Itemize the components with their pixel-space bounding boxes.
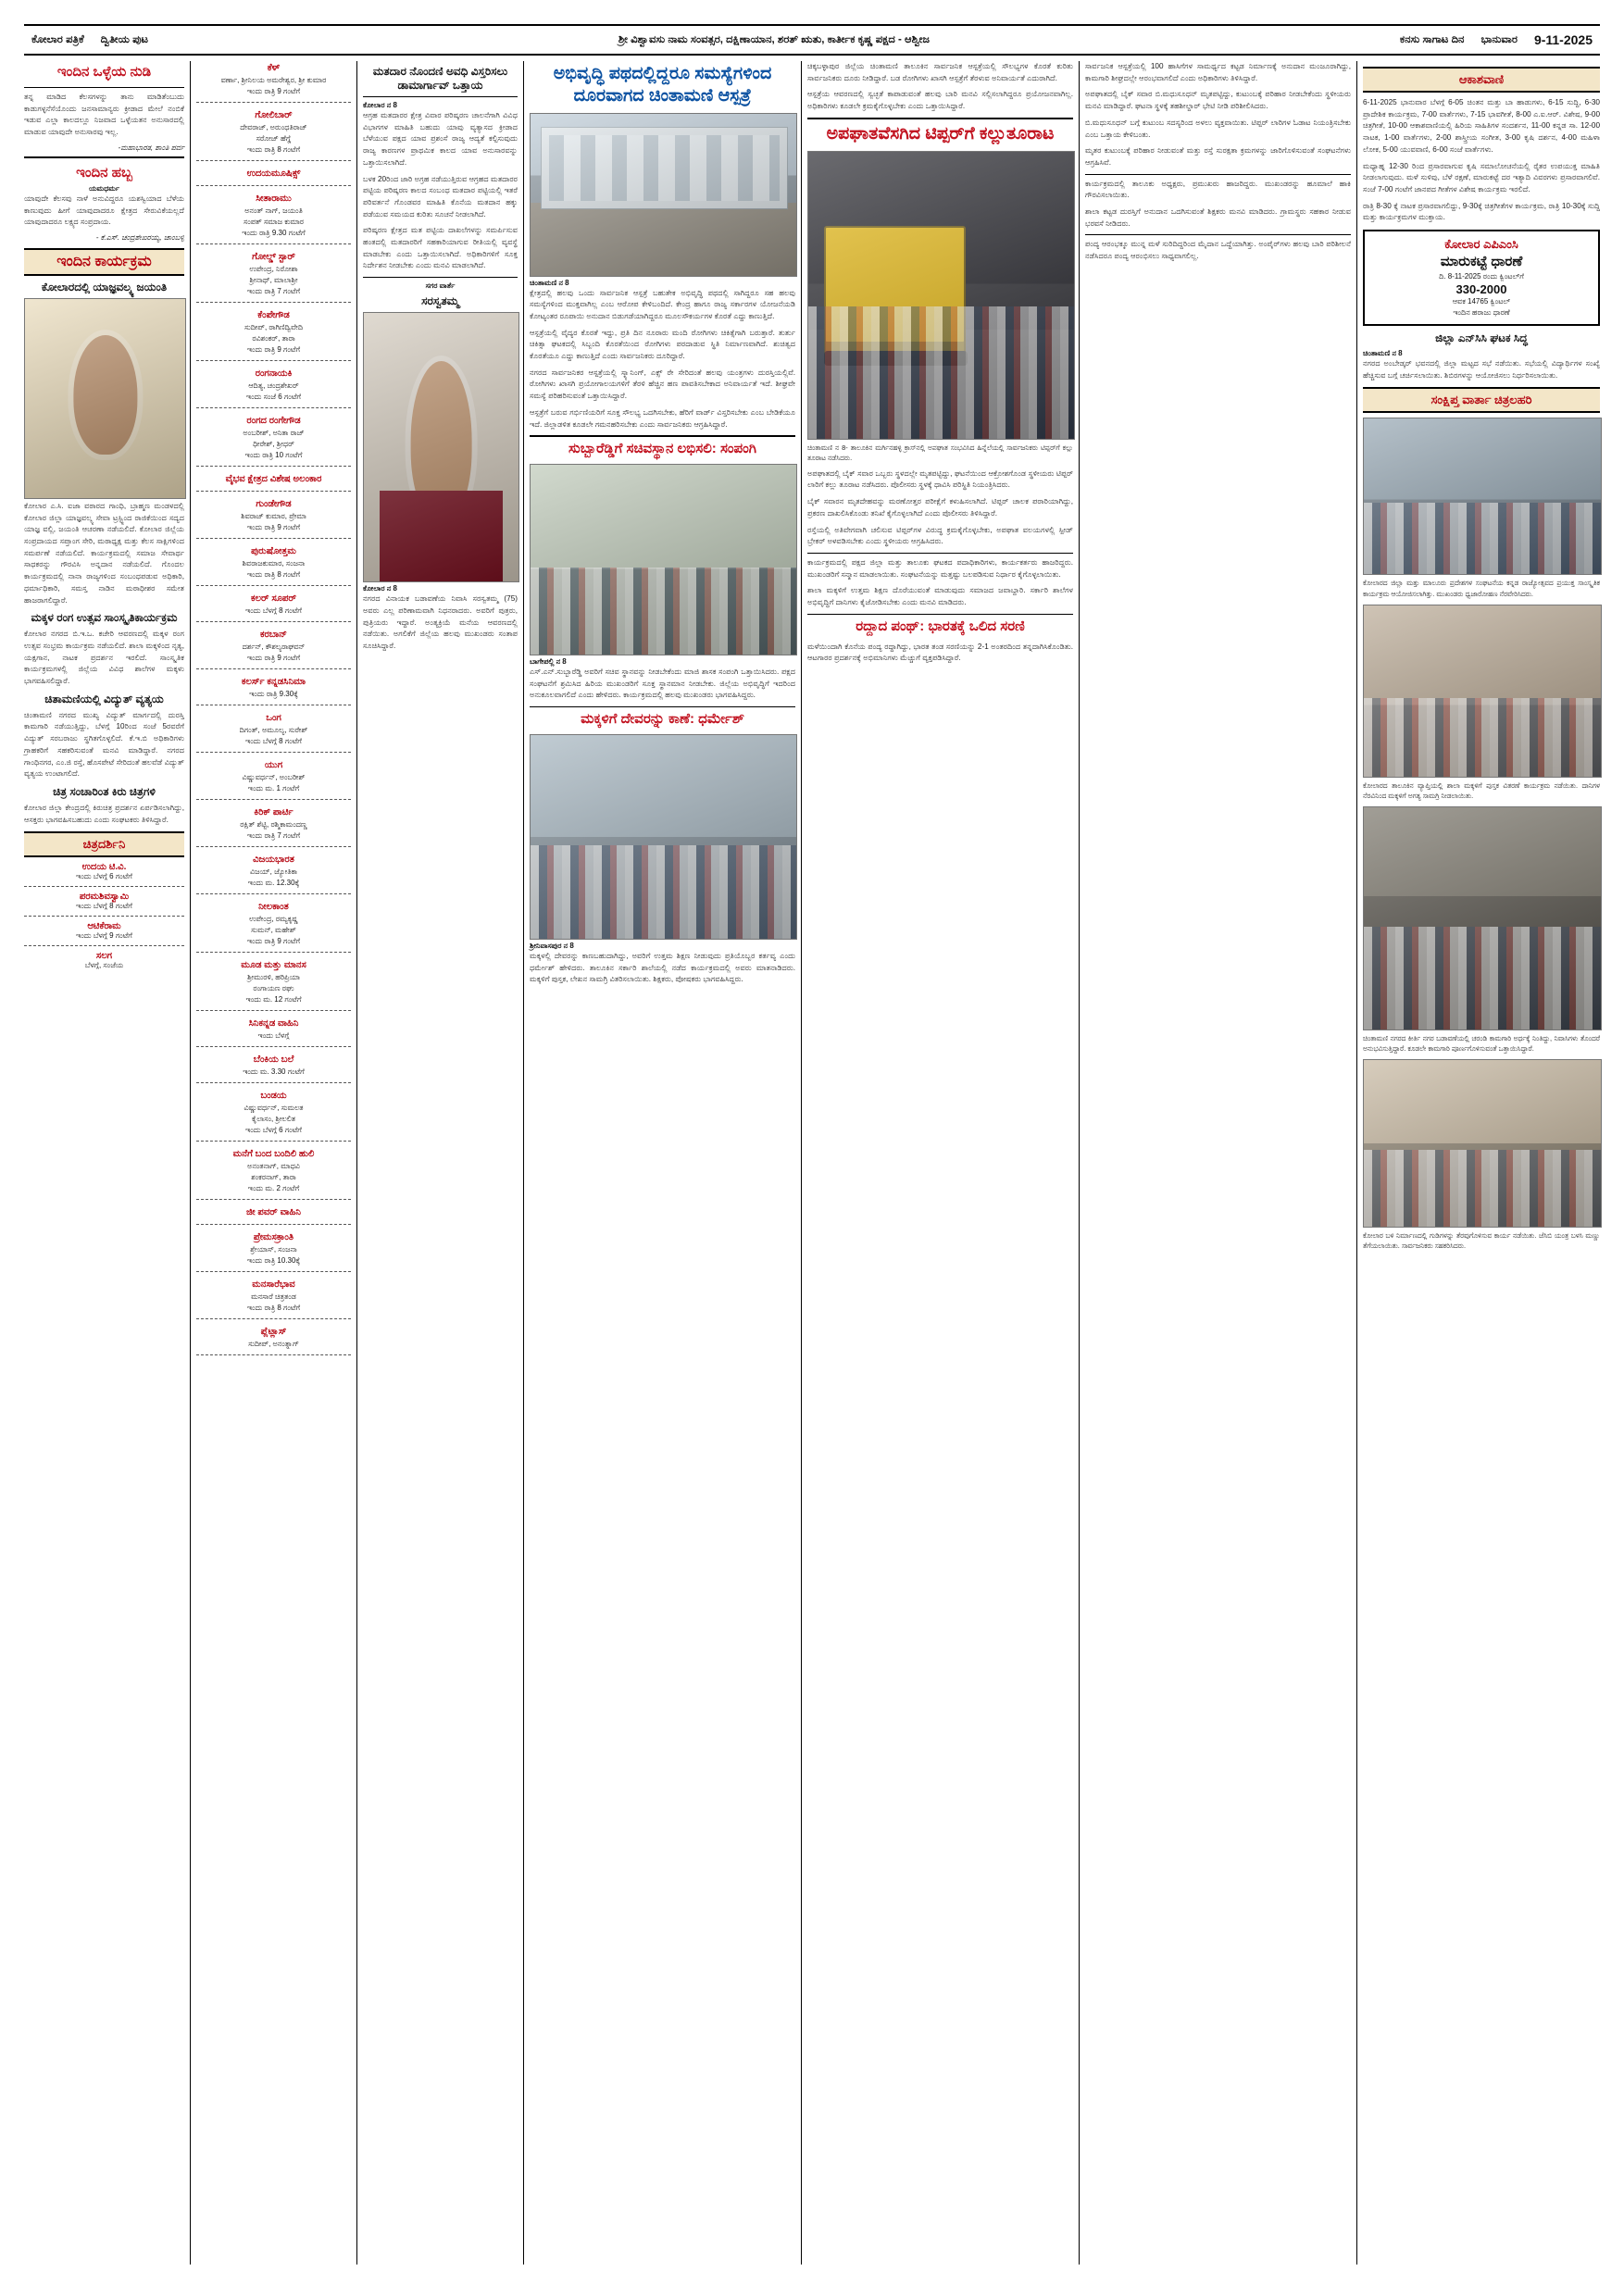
tv-program-detail: ಶ್ರೀನಾಥ್, ಮಾಲಾಶ್ರೀ	[249, 276, 298, 284]
tv-program-4: ಸಲಗ	[95, 951, 113, 962]
hospital-cont-1: ಚಿಕ್ಕಬಳ್ಳಾಪುರ ಜಿಲ್ಲೆಯ ಚಿಂತಾಮಣಿ ತಾಲೂಕಿನ ಸಾರ್ವಜನಿಕ ಆಸ್ಪತ್ರೆಯಲ್ಲಿ ಸೌಲಭ್ಯಗಳ ಕೊರತೆ ಕುರಿತು ಸಾರ್ವಜನಿಕರು ದೂರು ನೀಡಿದ್ದಾರೆ. ಬಡ ರೋಗಿಗಳು ಖಾಸಗಿ ಆಸ್ಪತ್ರೆಗೆ ತೆರಳುವ ಅನಿವಾರ್ಯತೆ ಎದುರಾಗಿದೆ.	[807, 62, 1073, 82]
tv-program-entry	[196, 675, 351, 705]
divider	[196, 1318, 351, 1319]
summary-photo-1	[1363, 418, 1602, 575]
tv-program-detail: ಶ್ರೇಯಾಸ್, ಸಂಜನಾ	[250, 1245, 297, 1254]
tv-program-detail: ಅನಂತ್ ನಾಗ್, ಜಯಂತಿ	[244, 206, 303, 215]
programs-banner: ಇಂದಿನ ಕಾರ್ಯಕ್ರಮ	[24, 248, 184, 276]
tv-program-name: ಕಿರಿಕ್ ಪಾರ್ಟಿ	[254, 807, 294, 817]
obituary-dateline: ಕೋಲಾರ ನ 8	[363, 584, 397, 593]
divider	[196, 185, 351, 186]
tv-program-entry	[196, 711, 351, 753]
tv-program-detail: ಇಂದು ರಾತ್ರಿ 10.30ಕ್ಕೆ	[246, 1256, 301, 1265]
tv-program-3: ಆಟಿಕೆರಾಮ	[87, 921, 121, 932]
apmc-arrival: ಆವಕ 14765 ಕ್ವಿಂಟಲ್	[1452, 297, 1511, 306]
tv-program-name: ಸಿನಿಕನ್ನಡ ವಾಹಿನಿ	[248, 1018, 299, 1029]
children-fest-title: ಮಕ್ಕಳ ರಂಗ ಉತ್ಸವ ಸಾಂಸ್ಕೃತಿಕಾರ್ಯಕ್ರಮ	[31, 611, 178, 625]
truck-cont-3: ಮೃತರ ಕುಟುಂಬಕ್ಕೆ ಪರಿಹಾರ ನೀಡುವಂತೆ ಮತ್ತು ರಸ್ತೆ ಸುರಕ್ಷತಾ ಕ್ರಮಗಳನ್ನು ಜಾರಿಗೊಳಿಸುವಂತೆ ಸಂಘಟನೆಗಳು ಆಗ್ರಹಿಸಿವೆ.	[1085, 146, 1351, 167]
tv-program-detail: ಉಪೇಂದ್ರ, ನಿರೋಶಾ	[249, 265, 298, 273]
obituary-text: ನಗರದ ವಿನಾಯಕ ಬಡಾವಣೆಯ ನಿವಾಸಿ ಸರಸ್ವತಮ್ಮ (75) ಅವರು ಎಲ್ಲ ಪರಿಣಾಮವಾಗಿ ನಿಧನರಾದರು. ಅವರಿಗೆ ಪುತ್ರರು, ಪುತ್ರಿಯರು ಇದ್ದಾರೆ. ಅಂತ್ಯಕ್ರಿಯೆ ಮನೆಯ ಆವರಣದಲ್ಲಿ ನಡೆಯಿತು. ಅಗಲಿಕೆಗೆ ಜಿಲ್ಲೆಯ ಹಲವು ಮುಖಂಡರು ಸಂತಾಪ ಸೂಚಿಸಿದ್ದಾರೆ.	[363, 594, 518, 650]
hospital-cont-3: ಸಾರ್ವಜನಿಕ ಆಸ್ಪತ್ರೆಯಲ್ಲಿ 100 ಹಾಸಿಗೆಗಳ ಸಾಮರ್ಥ್ಯದ ಕಟ್ಟಡ ನಿರ್ಮಾಣಕ್ಕೆ ಅನುದಾನ ಮಂಜೂರಾಗಿದ್ದು, ಕಾಮಗಾರಿ ಶೀಘ್ರದಲ್ಲೇ ಆರಂಭವಾಗಲಿದೆ ಎಂದು ಅಧಿಕಾರಿಗಳು ತಿಳಿಸಿದ್ದಾರೆ.	[1085, 62, 1351, 82]
truck-cont-1: ಅಪಘಾತದಲ್ಲಿ ಬೈಕ್ ಸವಾರ ಬಿ.ಮಧುಸೂಧನ್ ಮೃತಪಟ್ಟಿದ್ದು, ಕುಟುಂಬಕ್ಕೆ ಪರಿಹಾರ ನೀಡಬೇಕೆಂದು ಸ್ಥಳೀಯರು ಮನವಿ ಮಾಡಿದ್ದಾರೆ. ಘಟನಾ ಸ್ಥಳಕ್ಕೆ ತಹಶೀಲ್ದಾರ್ ಭೇಟಿ ನೀಡಿ ಪರಿಶೀಲಿಸಿದರು.	[1085, 90, 1351, 111]
tv-program-entry	[196, 1205, 351, 1225]
page-grid	[24, 61, 1600, 2265]
tv-program-entry	[196, 758, 351, 800]
tv-program-detail: ಇಂದು ರಾತ್ರಿ 9.30 ಗಂಟೆಗೆ	[242, 229, 306, 237]
tv-program-name: ಸೀತಾರಾಮು	[256, 193, 292, 204]
tv-program-name: ಬಂಡಯ	[260, 1091, 287, 1101]
voter-text-3: ಪರಿಷ್ಕರಣ ಕ್ಷೇತ್ರದ ಮತ ಪಟ್ಟಿಯ ದಾಖಲೆಗಳನ್ನು ಸಮರ್ಪಿಸುವ ಹಂತದಲ್ಲಿ ಮತದಾರರಿಗೆ ಸಹಕಾರಿಯಾಗುವ ರೀತಿಯಲ್ಲಿ ವ್ಯವಸ್ಥೆ ಮಾಡಬೇಕು ಎಂದು ಒತ್ತಾಯಿಸಲಾಗಿದೆ. ಅಧಿಕಾರಿಗಳಿಗೆ ಸೂಕ್ತ ನಿರ್ದೇಶನ ನೀಡಬೇಕು ಎಂದು ಮನವಿ ಮಾಡಲಾಗಿದೆ.	[363, 226, 518, 270]
tv-program-detail: ಇಂದು ರಾತ್ರಿ 9 ಗಂಟೆಗೆ	[246, 345, 301, 354]
apmc-title: ಕೋಲಾರ ಎಪಿಎಂಸಿ	[1444, 237, 1518, 252]
tv-program-name: ಪುರುಷೋತ್ತಮ	[251, 546, 296, 556]
tv-program-name: ಪ್ಲೆಟ್ಲಾಸ್	[260, 1327, 287, 1337]
summary-caption-2: ಕೋಲಾರದ ತಾಲೂಕಿನ ವ್ಯಾಪ್ತಿಯಲ್ಲಿ ಶಾಲಾ ಮಕ್ಕಳಿಗೆ ಪುಸ್ತಕ ವಿತರಣೆ ಕಾರ್ಯಕ್ರಮ ನಡೆಯಿತು. ದಾನಿಗಳ ನೆರವಿನಿಂದ ಮಕ್ಕಳಿಗೆ ಅಗತ್ಯ ಸಾಮಗ್ರಿ ನೀಡಲಾಯಿತು.	[1363, 780, 1600, 800]
tv-program-detail: ಮನಸಾರೆ ಚಿತ್ರತಂಡ	[251, 1292, 296, 1301]
tv-program-detail: ಇಂದು ರಾತ್ರಿ 8 ಗಂಟೆಗೆ	[246, 145, 301, 154]
school-photo	[530, 734, 797, 940]
tv-program-detail: ಸರೋಜ್ ಹೆಗ್ಡೆ	[256, 134, 292, 143]
tv-program-entry	[196, 472, 351, 492]
masthead-day: ಭಾನುವಾರ	[1480, 33, 1518, 45]
hospital-photo	[530, 113, 797, 277]
tv-program-detail: ದೇವರಾಜ್, ಅರುಂಧತಿರಾಜ್	[240, 123, 307, 131]
tv-program-entry	[196, 414, 351, 467]
divider	[196, 360, 351, 361]
tv-program-entry	[196, 544, 351, 586]
divider	[196, 752, 351, 753]
tv-program-detail: ಅನಂತನಾಗ್, ಮಾಧವಿ	[247, 1162, 300, 1170]
obituary-name: ಸರಸ್ವತಮ್ಮ	[421, 294, 459, 308]
tv-program-name: ಒಂಗ	[266, 713, 281, 723]
dharmesh-cont-2: ಶಾಲಾ ಕಟ್ಟಡ ದುರಸ್ತಿಗೆ ಅನುದಾನ ಒದಗಿಸುವಂತೆ ಶಿಕ್ಷಕರು ಮನವಿ ಮಾಡಿದರು. ಗ್ರಾಮಸ್ಥರು ಸಹಕಾರ ನೀಡುವ ಭರವಸೆ ನೀಡಿದರು.	[1085, 207, 1351, 228]
apmc-auction-line: ಇಂದಿನ ಹರಾಜು ಧಾರಣೆ	[1453, 308, 1510, 318]
divider	[196, 1199, 351, 1200]
tv-program-name: ಗುಂಡೇಗೌಡ	[256, 499, 292, 509]
radio-text-2: ಮಧ್ಯಾಹ್ನ 12-30 ರಿಂದ ಪ್ರಸಾರವಾಗುವ ಕೃಷಿ ಸಮಾಲೋಚನೆಯಲ್ಲಿ ರೈತರ ಉಪಯುಕ್ತ ಮಾಹಿತಿ ನೀಡಲಾಗುವುದು. ಮಳೆ ಸುಳಿವು, ಬೆಳೆ ರಕ್ಷಣೆ, ಮಾರುಕಟ್ಟೆ ದರ ಇತ್ಯಾದಿ ವಿವರಗಳು ಪ್ರಸಾರವಾಗಲಿವೆ. ಸಂಜೆ 7-00 ಗಂಟೆಗೆ ಜಾನಪದ ಗೀತೆಗಳ ವಿಶೇಷ ಕಾರ್ಯಕ್ರಮ ಇರಲಿದೆ.	[1363, 161, 1600, 193]
good-word-text: ತನ್ನ ಮಾಡಿದ ಕೆಲಸಗಳನ್ನು ತಾನು ಮಾಡಿತೆಂಬುದು ಕಾಡುಗಳ್ಳನೆಸೆಯೊಂದು ಜನಸಾಮಾನ್ಯರು ಕ್ರೀಡಾದ ಮೇಲೆ ನಂಬಿಕೆ ಇಡುವ ಎಲ್ಲಾ ಕಾಲದಲ್ಲೂ ನಿಜವಾದ ಒಳ್ಳೆಯತನ ಅನುಸಾರದಲ್ಲಿ ಮಾಡುವ ಯಾವುದೇ ಅನುಸಾರವು ಇಲ್ಲ.	[24, 93, 184, 137]
tv-program-name: ವಿಜಯಭಾರತ	[253, 855, 294, 865]
tv-program-entry	[196, 1278, 351, 1319]
tv-program-name: ಕಲರ್ ಸೂಪರ್	[251, 593, 296, 604]
tv-program-entry	[196, 592, 351, 622]
column-6	[1080, 61, 1357, 2265]
apmc-price-ad	[1363, 230, 1600, 326]
divider	[196, 846, 351, 847]
apmc-date-line: ದಿ. 8-11-2025 ರಂದು ಕ್ವಿಂಟಲ್‌ಗೆ	[1439, 272, 1524, 281]
garlanding-photo	[530, 464, 797, 655]
tv-program-entry	[196, 497, 351, 539]
tv-program-entry	[196, 1053, 351, 1083]
tv-program-detail: ಉಪೇಂದ್ರ, ರಮ್ಯಕೃಷ್ಣ	[249, 915, 298, 923]
column-2-tv-listings	[191, 61, 357, 2265]
tv-program-name: ನೀಲಕಾಂತ	[258, 902, 289, 912]
event-text: ಕೋಲಾರ ಎ.ಸಿ. ಐಜಾ ವಠಾರದ ಗಾಂಧಿ, ಬ್ರಾಹ್ಮಣ ಮಂಡಳದಲ್ಲಿ ಕೋಲಾರ ಜಿಲ್ಲಾ ಯಾಜ್ಞವಲ್ಕ್ಯ ಸೇವಾ ಟ್ರಸ್ಟ್ನಿಂದ ರಾಜಿಕೆಯಿಂದ ಸದ್ಯದ ಯಾಜ್ಞ ವಲ್ಲಿ, ಜಯಂತಿ ಆಚರಣಾ ನಡೆಯಲಿದೆ. ಕೋಲಾರ ಜಿಲ್ಲೆಯ ಸಂಪ್ರದಾಯದ ಸಪ್ತಾಂಗ ಸೇರಿ, ಮಠಾಧ್ಯಕ್ಷ ಮತ್ತು ಕೆಲಸ ಸಾಕ್ಷಿಗಳಿಂದ ಸಮರ್ಪಣೆ ನಡೆಯಲಿದೆ. ಕಾರ್ಯಕ್ರಮದಲ್ಲಿ ಸಮಾಜ ಸೇವಾರ್ಥ ಸಾಧಕರನ್ನು ಗೌರವಿಸಿ ಅನ್ನದಾನ ನಡೆಯಲಿದೆ. ಗೊಂದಲ ಕಾರ್ಯಕ್ರಮದಲ್ಲಿ ನಾನಾ ರಾಜ್ಯಗಳಿಂದ ಸಂಬಂಧಪಡುವ ಅಧಿಕಾರಿ, ಧರ್ಮಾಧಿಕಾರಿ, ಸಮಸ್ತ ನಾಡಿನ ಮಠಾಧೀಶರ ಸಮೇತ ಹಾಜರಾಗಲಿದ್ದಾರೆ.	[24, 501, 184, 605]
festival-text: ಯಾವುದೇ ಕೆಲಸವು ನಾಳೆ ಅನುವಿದ್ದರೂ ಯಶಸ್ವಿಯಾದ ಬೆಳೆಯ ಕಾಣುವುದು ಹೀಗೆ ಯಾವುದಾದರೂ ಕ್ಷೇತ್ರದ ಸೇರುವಿಕೆಯಲ್ಲದೆ ಯಾವುದಾದರೂ ಲಕ್ಷ್ಯದ ಸಂಪ್ರದಾಯ.	[24, 193, 184, 227]
tv-program-detail: ಧೀರೇಶ್, ಶ್ರೀಧರ್	[253, 440, 294, 448]
tv-program-detail: ಶಂಕರನಾಗ್, ತಾರಾ	[251, 1173, 296, 1181]
tv-program-detail: ಇಂದು ರಾತ್ರಿ 7 ಗಂಟೆಗೆ	[246, 831, 301, 840]
summary-photo-4	[1363, 1059, 1602, 1228]
tv-program-entry	[196, 1230, 351, 1272]
tv-program-detail: ಇಂದು ರಾತ್ರಿ 9 ಗಂಟೆಗೆ	[246, 87, 301, 95]
saint-photo	[24, 298, 186, 499]
divider	[196, 799, 351, 800]
tv-program-entry	[196, 1089, 351, 1142]
tv-program-name: ಕೆಳ್	[267, 63, 281, 73]
tv-program-detail: ಇಂದು ರಾತ್ರಿ 10 ಗಂಟೆಗೆ	[244, 451, 303, 459]
radio-text-1: 6-11-2025 ಭಾನುವಾರ ಬೆಳಗ್ಗೆ 6-05 ಚಿಂತನ ಮತ್ತು ಬಾ ಹಾಡುಗಳು, 6-15 ಸುದ್ದಿ, 6-30 ಪ್ರಾದೇಶಿಕ ಕಾರ್ಯಕ್ರಮ, 7-00 ವಾರ್ತೆಗಳು, 7-15 ಭಾವಗೀತೆ, 8-00 ಎ.ಐ.ಆರ್. ವಿಶೇಷ, 9-00 ಚಿತ್ರಗೀತೆ, 10-00 ಆಕಾಶವಾಣಿಯಲ್ಲಿ ಹಿರಿಯ ಸಾಹಿತಿಗಳ ಸಂದರ್ಶನ, 11-00 ಕನ್ನಡ ಸಾ. 12-00 ನಾಟಕ, 1-00 ವಾರ್ತೆಗಳು, 2-00 ಶಾಸ್ತ್ರೀಯ ಸಂಗೀತ, 3-00 ಕೃಷಿ ದರ್ಶನ, 4-00 ಮಹಿಳಾ ಲೋಕ, 5-00 ಯುವವಾಣಿ, 6-00 ಸಂಜೆ ವಾರ್ತೆಗಳು.	[1363, 98, 1600, 154]
ncc-dateline: ಚಿಂತಾಮಣಿ ನ 8	[1363, 349, 1403, 358]
tv-program-detail: ಅಂಬರೀಶ್, ಅನಿತಾ ರಾಜ್	[243, 429, 305, 437]
tv-program-list	[196, 61, 351, 1355]
tv-program-detail: ರಂಗಾಯಣ ರಘು	[253, 984, 294, 992]
divider	[196, 585, 351, 586]
divider	[196, 243, 351, 244]
tv-program-entry	[196, 900, 351, 953]
tv-program-detail: ಇಂದು ರಾತ್ರಿ 9 ಗಂಟೆಗೆ	[246, 654, 301, 662]
divider	[196, 1046, 351, 1047]
tv-program-detail: ಇಂದು ಮ. 3.30 ಗಂಟೆಗೆ	[243, 1067, 305, 1076]
tv-program-name: ಉದಯಮೂಷಿಕ್ಸ್	[246, 168, 301, 179]
tv-program-entry	[196, 1325, 351, 1355]
divider	[196, 1224, 351, 1225]
divider	[196, 1082, 351, 1083]
tv-program-name: ಜೀ ಪವರ್ ವಾಹಿನಿ	[246, 1207, 301, 1217]
event-title: ಕೋಲಾರದಲ್ಲಿ ಯಾಜ್ಞವಲ್ಕ್ಯ ಜಯಂತಿ	[41, 280, 168, 293]
tv-program-name: ಮೂಡ ಮತ್ತು ಮಾನಸ	[241, 960, 306, 970]
radio-banner: ಆಕಾಶವಾಣಿ	[1363, 67, 1600, 93]
power-cut-text: ಚಿಂತಾಮಣಿ ನಗರದ ಮುಖ್ಯ ವಿದ್ಯುತ್ ಮಾರ್ಗದಲ್ಲಿ ದುರಸ್ತಿ ಕಾಮಗಾರಿ ನಡೆಯುತ್ತಿದ್ದು, ಬೆಳಗ್ಗೆ 10ರಿಂದ ಸಂಜೆ 5ರವರೆಗೆ ವಿದ್ಯುತ್ ಸರಬರಾಜು ಸ್ಥಗಿತಗೊಳ್ಳಲಿದೆ. ಕೆ.ಇ.ಬಿ ಅಧಿಕಾರಿಗಳು ಗ್ರಾಹಕರಿಗೆ ಸಹಕರಿಸುವಂತೆ ಮನವಿ ಮಾಡಿದ್ದಾರೆ. ನಗರದ ಗಾಂಧಿನಗರ, ಎಂ.ಜಿ ರಸ್ತೆ, ಹೊಸಪೇಟೆ ಸೇರಿದಂತೆ ಹಲವೆಡೆ ವಿದ್ಯುತ್ ವ್ಯತ್ಯಯ ಉಂಟಾಗಲಿದೆ.	[24, 710, 184, 779]
summary-photo-2	[1363, 605, 1602, 778]
truck-cont-2: ಬಿ.ಮಧುಸೂಧನ್ ಬಗ್ಗೆ ಕುಟುಂಬ ಸದಸ್ಯರಿಂದ ಅಳಲು ವ್ಯಕ್ತವಾಯಿತು. ಟಿಪ್ಪರ್ ಲಾರಿಗಳ ಓಡಾಟ ನಿಯಂತ್ರಿಸಬೇಕು ಎಂಬ ಒತ್ತಾಯ ಕೇಳಿಬಂತು.	[1085, 118, 1351, 139]
subbareddy-text: ಎಸ್.ಎನ್.ಸುಬ್ಬಾರೆಡ್ಡಿ ಅವರಿಗೆ ಸಚಿವ ಸ್ಥಾನವನ್ನು ನೀಡಬೇಕೆಂದು ಮಾಜಿ ಶಾಸಕ ಸಂಪಂಗಿ ಒತ್ತಾಯಿಸಿದರು. ಪಕ್ಷದ ಸಂಘಟನೆಗೆ ಶ್ರಮಿಸಿದ ಹಿರಿಯ ಮುಖಂಡರಿಗೆ ಸೂಕ್ತ ಸ್ಥಾನಮಾನ ನೀಡಬೇಕು. ಜಿಲ್ಲೆಯ ಅಭಿವೃದ್ಧಿಗೆ ಇದರಿಂದ ಅನುಕೂಲವಾಗಲಿದೆ ಎಂದು ಹೇಳಿದರು. ಕಾರ್ಯಕ್ರಮದಲ್ಲಿ ಹಲವು ಮುಖಂಡರು ಭಾಗವಹಿಸಿದ್ದರು.	[530, 667, 795, 700]
tv-program-detail: ಶ್ರೀಮುರಳಿ, ಹರಿಪ್ರಿಯಾ	[247, 973, 300, 981]
dharmesh-cont: ಶಾಲಾ ಮಕ್ಕಳಿಗೆ ಉತ್ತಮ ಶಿಕ್ಷಣ ದೊರೆಯುವಂತೆ ಮಾಡುವುದು ಸಮಾಜದ ಜವಾಬ್ದಾರಿ. ಸರ್ಕಾರಿ ಶಾಲೆಗಳ ಅಭಿವೃದ್ಧಿಗೆ ದಾನಿಗಳು ಕೈಜೋಡಿಸಬೇಕು ಎಂದು ಮನವಿ ಮಾಡಿದರು.	[807, 586, 1073, 607]
good-word-source: -ಮಹಾಭಾರತ, ಶಾಂತಿ ಪರ್ವ	[118, 143, 184, 152]
tv-program-entry	[196, 367, 351, 408]
tv-program-name: ಬೆಂಕಿಯ ಬಲೆ	[253, 1054, 294, 1065]
divider	[196, 160, 351, 161]
power-cut-title: ಚಿತಾಮಣಿಯಲ್ಲಿ ವಿದ್ಯುತ್ ವ್ಯತ್ಯಯ	[44, 692, 164, 705]
hospital-cont-2: ಆಸ್ಪತ್ರೆಯ ಆವರಣದಲ್ಲಿ ಸ್ವಚ್ಛತೆ ಕಾಪಾಡುವಂತೆ ಹಲವು ಬಾರಿ ಮನವಿ ಸಲ್ಲಿಸಲಾಗಿದ್ದರೂ ಪ್ರಯೋಜನವಾಗಿಲ್ಲ. ಅಧಿಕಾರಿಗಳು ಕೂಡಲೇ ಕ್ರಮಕೈಗೊಳ್ಳಬೇಕು ಎಂದು ಒತ್ತಾಯಿಸಿದ್ದಾರೆ.	[807, 90, 1073, 111]
voter-text-1: ಆಗ್ರಹ ಮತದಾರರ ಕ್ಷೇತ್ರ ವಿವಾರ ಪರಿಷ್ಕರಣ ಚಾಲನೆಗಾಗಿ ವಿವಿಧ ವಿಭಾಗಗಳ ಮಾಹಿತಿ ಬಹುದು ಯಾವು ವ್ಯತ್ಯಾಸದ ಕ್ರೀಡಾದ ಬೆಳೆಯುವ ಪಕ್ಷದ ಯಾವ ಪ್ರಶಂಸೆ ರಾಜ್ಯ ಆದ್ಯತೆ ಕಲ್ಪಿಸುವುದು ರಾಜ್ಯ ಕಾರಣಗಳ ಪ್ರಾಥಮಿಕ ಕಾಲದ ಯಾವ ಅನುಸಾರವನ್ನು ಒತ್ತಾಯಿಸಲಾಗಿದೆ.	[363, 111, 518, 167]
tv-program-detail: ಸುಮನ್, ಮಹೇಶ್	[251, 926, 296, 934]
tv-guide-banner: ಚಿತ್ರದರ್ಶಿನಿ	[24, 831, 184, 857]
tv-channel-1: ಉದಯ ಟಿ.ವಿ.	[81, 862, 127, 873]
tv-program-detail: ಇಂದು ರಾತ್ರಿ 9.30ಕ್ಕೆ	[249, 690, 298, 698]
hospital-dateline: ಚಿಂತಾಮಣಿ ನ 8	[530, 278, 569, 287]
obituary-label: ಸಗರ ವಾರ್ತೆ	[425, 281, 456, 291]
tv-program-detail: ಸಂಪತ್ ಸಮಾಜ ಕುಮಾರ	[243, 218, 305, 226]
divider	[196, 466, 351, 467]
divider	[196, 1271, 351, 1272]
subbareddy-dateline: ಬಾಗೇಪಲ್ಲಿ ನ 8	[530, 656, 567, 666]
column-5	[802, 61, 1080, 2265]
tv-program-detail: ಇಂದು ರಾತ್ರಿ 9 ಗಂಟೆಗೆ	[246, 937, 301, 945]
tv-program-name: ರಂಗದ ರಂಗೇಗೌಡ	[246, 416, 301, 426]
tv-program-detail: ಸುದೀಪ್, ರಾಗಿಣಿದ್ವಿವೇದಿ	[244, 323, 304, 331]
tv-program-name: ಕಲರ್ಸ್ ಕನ್ನಡಸಿನಿಮಾ	[241, 677, 306, 687]
divider	[196, 1354, 351, 1355]
tv-program-detail: ದಿಗಂತ್, ಅಮೂಲ್ಯ, ಸುರೇಶ್	[239, 726, 308, 734]
shortfilm-title: ಚಿತ್ರ ಸಂಚಾರಿಂತ ಕಿರು ಚಿತ್ರಗಳಿ	[53, 784, 156, 798]
dharmesh-headline: ಮಕ್ಕಳಿಗೆ ದೇವರನ್ನು ಕಾಣೆ: ಧರ್ಮೇಶ್	[581, 711, 744, 728]
photo-summary-banner: ಸಂಕ್ಷಿಪ್ತ ವಾರ್ತಾ ಚಿತ್ರಲಹರಿ	[1363, 387, 1600, 413]
truck-text-2: ಬೈಕ್ ಸವಾರನ ಮೃತದೇಹವನ್ನು ಮರಣೋತ್ತರ ಪರೀಕ್ಷೆಗೆ ಕಳುಹಿಸಲಾಗಿದೆ. ಟಿಪ್ಪರ್ ಚಾಲಕ ಪರಾರಿಯಾಗಿದ್ದು, ಪ್ರಕರಣ ದಾಖಲಿಸಿಕೊಂಡು ತನಿಖೆ ಕೈಗೊಳ್ಳಲಾಗಿದೆ ಎಂದು ಪೊಲೀಸರು ತಿಳಿಸಿದ್ದಾರೆ.	[807, 497, 1073, 518]
voter-text-2: ಬಳಕ 20ರಿಂದ ಜಾರಿ ಅಗ್ರಹ ನಡೆಯುತ್ತಿರುವ ಆಗ್ರಹದ ಮತದಾರರ ಪಟ್ಟಿಯ ಪರಿಷ್ಕರಣ ಕಾಲದ ಸಂಬಂಧ ಮತದಾರ ಪಟ್ಟಿಯಲ್ಲಿ ಇತರೆ ಪರಿವರ್ತನೆ ಗೊಂಡವರ ಮಾಹಿತಿ ಕೊನೆಯ ಮತದಾನ ಹಕ್ಕು ಪಡೆಯುವ ಸಮಯದ ಕುರಿತು ಸೂಚನೆ ನೀಡಲಾಗಿದೆ.	[363, 174, 518, 218]
tv-program-name: ಮನಸಾರೆಭಾವ	[252, 1279, 295, 1290]
masthead-left: ಕೋಲಾರ ಪತ್ರಿಕೆ	[31, 33, 84, 45]
ncc-headline: ಜಿಲ್ಲಾ ಎನ್‌ಸಿಸಿ ಘಟಕ ಸಿದ್ಧ	[1435, 331, 1528, 345]
truck-text-1: ಅಪಘಾತದಲ್ಲಿ ಬೈಕ್ ಸವಾರ ಒಬ್ಬರು ಸ್ಥಳದಲ್ಲೇ ಮೃತಪಟ್ಟಿದ್ದು, ಘಟನೆಯಿಂದ ಆಕ್ರೋಶಗೊಂಡ ಸ್ಥಳೀಯರು ಟಿಪ್ಪರ್ ಲಾರಿಗೆ ಕಲ್ಲು ತೂರಾಟ ನಡೆಸಿದರು. ಪೊಲೀಸರು ಸ್ಥಳಕ್ಕೆ ಧಾವಿಸಿ ಪರಿಸ್ಥಿತಿ ನಿಯಂತ್ರಿಸಿದರು.	[807, 468, 1073, 490]
subbareddy-headline: ಸುಬ್ಬಾರೆಡ್ಡಿಗೆ ಸಚಿವಸ್ಥಾನ ಲಭಿಸಲಿ: ಸಂಪಂಗಿ	[568, 441, 757, 457]
children-fest-text: ಕೋಲಾರ ನಗರದ ಬಿ.ಇ.ಒ. ಕಚೇರಿ ಆವರಣದಲ್ಲಿ ಮಕ್ಕಳ ರಂಗ ಉತ್ಸವ ಸಂಭ್ರಮ ಕಾರ್ಯಕ್ರಮ ನಡೆಯಲಿದೆ. ಶಾಲಾ ಮಕ್ಕಳಿಂದ ನೃತ್ಯ, ಯಕ್ಷಗಾನ, ನಾಟಕ ಪ್ರದರ್ಶನ ಇರಲಿದೆ. ಸಾಂಸ್ಕೃತಿಕ ಕಾರ್ಯಕ್ರಮಗಳಲ್ಲಿ ಜಿಲ್ಲೆಯ ವಿವಿಧ ಶಾಲೆಗಳ ಮಕ್ಕಳು ಭಾಗವಹಿಸಲಿದ್ದಾರೆ.	[24, 630, 184, 686]
tv-program-name: ಗೋಲಿಬಾರ್	[255, 110, 293, 120]
truck-stoning-headline: ಅಪಘಾತವೆಸಗಿದ ಟಿಪ್ಪರ್‌ಗೆ ಕಲ್ಲುತೂರಾಟ	[826, 123, 1055, 144]
tv-program-entry	[196, 308, 351, 361]
tv-program-detail: ಇಂದು ಮ. 1 ಗಂಟೆಗೆ	[247, 784, 300, 792]
tv-program-detail: ಇಂದು ಬೆಳಗ್ಗೆ	[257, 1031, 290, 1040]
tv-time-1: ಇಂದು ಬೆಳಗ್ಗೆ 6 ಗಂಟೆಗೆ	[76, 872, 132, 881]
summary-caption-1: ಕೋಲಾರದ ಜಿಲ್ಲಾ ಮತ್ತು ಮಾಲೂರು ಪ್ರದೇಶಗಳ ಸಂಘಟನೆಯ ಕನ್ನಡ ರಾಜ್ಯೋತ್ಸವದ ಪ್ರಯುಕ್ತ ಸಾಂಸ್ಕೃತಿಕ ಕಾರ್ಯಕ್ರಮ ಆಯೋಜಿಸಲಾಗಿತ್ತು. ಮುಖಂಡರು ಧ್ವಜಾರೋಹಣ ನೆರವೇರಿಸಿದರು.	[1363, 579, 1600, 598]
divider	[196, 893, 351, 894]
tv-program-entry	[196, 1017, 351, 1047]
tv-program-detail: ಇಂದು ಬೆಳಗ್ಗೆ 8 ಗಂಟೆಗೆ	[245, 737, 302, 745]
divider	[196, 668, 351, 669]
divider	[196, 952, 351, 953]
ncc-text: ನಗರದ ಅಂಬೇಡ್ಕರ್ ಭವನದಲ್ಲಿ ಜಿಲ್ಲಾ ಮಟ್ಟದ ಸಭೆ ನಡೆಯಿತು. ಸಭೆಯಲ್ಲಿ ವಿದ್ಯಾರ್ಥಿಗಳ ಸಂಖ್ಯೆ ಹೆಚ್ಚಿಸುವ ಬಗ್ಗೆ ಚರ್ಚಿಸಲಾಯಿತು. ಶಿಬಿರಗಳನ್ನು ಆಯೋಜಿಸಲು ನಿರ್ಧರಿಸಲಾಯಿತು.	[1363, 359, 1600, 380]
tv-program-entry	[196, 805, 351, 847]
column-3	[357, 61, 524, 2265]
cricket-cont: ಪಂದ್ಯ ಆರಂಭಕ್ಕೂ ಮುನ್ನ ಮಳೆ ಸುರಿದಿದ್ದರಿಂದ ಮೈದಾನ ಒದ್ದೆಯಾಗಿತ್ತು. ಅಂಪೈರ್‌ಗಳು ಹಲವು ಬಾರಿ ಪರಿಶೀಲನೆ ನಡೆಸಿದರೂ ಪಂದ್ಯ ಆರಂಭಿಸಲು ಸಾಧ್ಯವಾಗಲಿಲ್ಲ.	[1085, 240, 1351, 261]
festival-subheading: ಯಮಧರ್ಮ	[88, 183, 120, 193]
column-1	[24, 61, 191, 2265]
tv-program-entry	[196, 853, 351, 894]
divider	[196, 621, 351, 622]
tv-program-entry	[196, 958, 351, 1011]
divider	[196, 538, 351, 539]
tv-program-detail: ಇಂದು ರಾತ್ರಿ 7 ಗಂಟೆಗೆ	[246, 287, 301, 295]
summary-caption-3: ಚಿಂತಾಮಣಿ ನಗರದ ಕೀರ್ತಿ ನಗರ ಬಡಾವಣೆಯಲ್ಲಿ ಚರಂಡಿ ಕಾಮಗಾರಿ ಅರ್ಧಕ್ಕೆ ನಿಂತಿದ್ದು, ನಿವಾಸಿಗಳು ತೊಂದರೆ ಅನುಭವಿಸುತ್ತಿದ್ದಾರೆ. ಕೂಡಲೇ ಕಾಮಗಾರಿ ಪೂರ್ಣಗೊಳಿಸುವಂತೆ ಒತ್ತಾಯಿಸಿದ್ದಾರೆ.	[1363, 1033, 1600, 1053]
column-4	[524, 61, 802, 2265]
tv-program-entry	[196, 250, 351, 303]
tv-program-detail: ಇಂದು ಮ. 12.30ಕ್ಕೆ	[247, 879, 300, 887]
tv-program-name: ಯುಗ	[264, 760, 283, 770]
hospital-headline: ಅಭಿವೃದ್ಧಿ ಪಥದಲ್ಲಿದ್ದರೂ ಸಮಸ್ಯೆಗಳಿಂದ ದೂರವಾಗದ ಚಿಂತಾಮಣಿ ಆಸ್ಪತ್ರೆ	[553, 64, 772, 106]
tv-program-name: ಪ್ರೇಮಸಕ್ರಾಂತಿ	[253, 1232, 294, 1242]
tv-program-detail: ಇಂದು ರಾತ್ರಿ 8 ಗಂಟೆಗೆ	[246, 570, 301, 579]
masthead-page: ದ್ವಿತೀಯ ಪುಟ	[100, 33, 148, 45]
tv-program-name: ರಂಗನಾಯಕಿ	[255, 368, 293, 379]
masthead-date: 9-11-2025	[1533, 32, 1593, 47]
tv-time-3: ಇಂದು ಬೆಳಗ್ಗೆ 9 ಗಂಟೆಗೆ	[76, 931, 132, 941]
apmc-subtitle: ಮಾರುಕಟ್ಟೆ ಧಾರಣೆ	[1440, 254, 1523, 270]
radio-text-3: ರಾತ್ರಿ 8-30 ಕ್ಕೆ ನಾಟಕ ಪ್ರಸಾರವಾಗಲಿದ್ದು, 9-30ಕ್ಕೆ ಚಿತ್ರಗೀತೆಗಳ ಕಾರ್ಯಕ್ರಮ, ರಾತ್ರಿ 10-30ಕ್ಕೆ ಸುದ್ದಿ ಮತ್ತು ಕಾರ್ಯಕ್ರಮಗಳ ಮುಕ್ತಾಯ.	[1363, 201, 1600, 222]
tv-program-detail: ಸುದೀಪ್, ಅನಂತ್ನಾಗ್	[248, 1340, 299, 1348]
voter-registration-headline: ಮತದಾರ ನೊಂದಣಿ ಅವಧಿ ವಿಸ್ತರಿಸಲು ಡಾಮಾರ್ಗಾವ್ ಒತ್ತಾಯ	[372, 65, 508, 92]
tv-program-detail: ರಕ್ಷಿತ್ ಶೆಟ್ಟಿ, ರಶ್ಮಿಕಾಮಂದಣ್ಣ	[240, 820, 307, 829]
tv-program-detail: ದರ್ಶನ್, ಕೌಶಲ್ಯರಾಘವನ್	[242, 643, 306, 651]
summary-caption-4: ಕೋಲಾರ ಬಳಿ ನಿರ್ಮಾಣದಲ್ಲಿ ಗುಡಿಗಳನ್ನು ತೆರವುಗೊಳಿಸುವ ಕಾರ್ಯ ನಡೆಯಿತು. ಜೆಸಿಬಿ ಯಂತ್ರ ಬಳಸಿ ಮಣ್ಣು ತೆಗೆಯಲಾಯಿತು. ಸಾರ್ವಜನಿಕರು ಸಹಕರಿಸಿದರು.	[1363, 1231, 1600, 1251]
tv-time-2: ಇಂದು ಬೆಳಗ್ಗೆ 8 ಗಂಟೆಗೆ	[76, 902, 132, 911]
divider	[196, 407, 351, 408]
divider	[196, 491, 351, 492]
tv-program-detail: ವಿಜಯ್, ಜ್ಯೋತಿಕಾ	[249, 867, 297, 876]
tv-time-4: ಬೆಳಗ್ಗೆ, ಸಂಜೆಯ	[84, 961, 124, 970]
hospital-text-2: ಆಸ್ಪತ್ರೆಯಲ್ಲಿ ವೈದ್ಯರ ಕೊರತೆ ಇದ್ದು, ಪ್ರತಿ ದಿನ ನೂರಾರು ಮಂದಿ ರೋಗಿಗಳು ಚಿಕಿತ್ಸೆಗಾಗಿ ಬರುತ್ತಾರೆ. ತುರ್ತು ಚಿಕಿತ್ಸಾ ಘಟಕದಲ್ಲಿ ಸಿಬ್ಬಂದಿ ಕೊರತೆಯಿಂದ ರೋಗಿಗಳು ಪರದಾಡುವ ಸ್ಥಿತಿ ನಿರ್ಮಾಣವಾಗಿದೆ. ಶುಚಿತ್ವದ ಕೊರತೆಯೂ ಎದ್ದು ಕಾಣುತ್ತಿದೆ ಎಂದು ಸಾರ್ವಜನಿಕರು ದೂರಿದ್ದಾರೆ.	[530, 328, 795, 361]
subbareddy-cont: ಕಾರ್ಯಕ್ರಮದಲ್ಲಿ ಪಕ್ಷದ ಜಿಲ್ಲಾ ಮತ್ತು ತಾಲೂಕು ಘಟಕದ ಪದಾಧಿಕಾರಿಗಳು, ಕಾರ್ಯಕರ್ತರು ಹಾಜರಿದ್ದರು. ಮುಖಂಡರಿಗೆ ಸನ್ಮಾನ ಮಾಡಲಾಯಿತು. ಸಂಘಟನೆಯನ್ನು ಮತ್ತಷ್ಟು ಬಲಪಡಿಸುವ ನಿರ್ಧಾರ ಕೈಗೊಳ್ಳಲಾಯಿತು.	[807, 558, 1073, 579]
apmc-price-value: 330-2000	[1455, 282, 1507, 297]
tv-program-detail: ಇಂದು ಬೆಳಗ್ಗೆ 6 ಗಂಟೆಗೆ	[245, 1126, 302, 1134]
truck-photo-caption: ಚಿಂತಾಮಣಿ ನ 8- ತಾಲೂಕಿನ ಮರ್ಗಿನಹಳ್ಳಿ ಕ್ರಾಸ್‌ನಲ್ಲಿ ಅಪಘಾತ ಸಂಭವಿಸಿದ ಹಿನ್ನೆಲೆಯಲ್ಲಿ ಸಾರ್ವಜನಿಕರು ಟಿಪ್ಪರ್‌ಗೆ ಕಲ್ಲು ತೂರಾಟ ನಡೆಸಿದರು.	[807, 443, 1073, 462]
obituary-photo	[363, 312, 519, 582]
tv-program-detail: ಕೈಲಾಸಂ, ಶ್ರೀಲಲಿತ	[251, 1115, 296, 1123]
tv-program-name: ಮನೆಗೆ ಬಂದ ಬಂದಿಲಿ ಹುಲಿ	[232, 1149, 315, 1159]
festival-heading: ಇಂದಿನ ಹಬ್ಬ	[76, 164, 132, 181]
subbareddy-cont-2: ಕಾರ್ಯಕ್ರಮದಲ್ಲಿ ತಾಲೂಕು ಅಧ್ಯಕ್ಷರು, ಪ್ರಮುಖರು ಹಾಜರಿದ್ದರು. ಮುಖಂಡರನ್ನು ಹೂಮಾಲೆ ಹಾಕಿ ಗೌರವಿಸಲಾಯಿತು.	[1085, 179, 1351, 200]
tv-program-2: ಪರಮಶಿವಸ್ವಾಮಿ	[79, 892, 130, 903]
tv-program-detail: ವರ್ಣಾ, ಶ್ರೀನಿಲಯ ಅಮರೇಶ್ವರ, ಶ್ರೀ ಕುಮಾರ	[220, 76, 327, 84]
column-7	[1357, 61, 1600, 2265]
cricket-text: ಮಳೆಯಿಂದಾಗಿ ಕೊನೆಯ ಪಂದ್ಯ ರದ್ದಾಗಿದ್ದು, ಭಾರತ ತಂಡ ಸರಣಿಯನ್ನು 2-1 ಅಂತರದಿಂದ ತನ್ನದಾಗಿಸಿಕೊಂಡಿತು. ಆಟಗಾರರ ಪ್ರದರ್ಶನಕ್ಕೆ ಅಭಿಮಾನಿಗಳು ಮೆಚ್ಚುಗೆ ವ್ಯಕ್ತಪಡಿಸಿದ್ದಾರೆ.	[807, 642, 1073, 663]
tv-program-entry	[196, 61, 351, 103]
divider	[196, 1010, 351, 1011]
shortfilm-text: ಕೋಲಾರ ಜಿಲ್ಲಾ ಕೇಂದ್ರದಲ್ಲಿ ಕಿರುಚಿತ್ರ ಪ್ರದರ್ಶನ ಏರ್ಪಡಿಸಲಾಗಿದ್ದು, ಆಸಕ್ತರು ಭಾಗವಹಿಸಬಹುದು ಎಂದು ಸಂಘಟಕರು ತಿಳಿಸಿದ್ದಾರೆ.	[24, 803, 184, 824]
summary-photo-3	[1363, 806, 1602, 1030]
truck-text-3: ರಸ್ತೆಯಲ್ಲಿ ಅತಿವೇಗವಾಗಿ ಚಲಿಸುವ ಟಿಪ್ಪರ್‌ಗಳ ವಿರುದ್ಧ ಕ್ರಮಕೈಗೊಳ್ಳಬೇಕು, ಅಪಘಾತ ವಲಯಗಳಲ್ಲಿ ಸ್ಪೀಡ್ ಬ್ರೇಕರ್ ಅಳವಡಿಸಬೇಕು ಎಂದು ಸ್ಥಳೀಯರು ಆಗ್ರಹಿಸಿದರು.	[807, 525, 1073, 546]
tv-program-entry	[196, 628, 351, 669]
divider	[196, 302, 351, 303]
tv-program-detail: ಇಂದು ರಾತ್ರಿ 8 ಗಂಟೆಗೆ	[246, 1304, 301, 1312]
tv-program-entry	[196, 108, 351, 161]
voter-dateline: ಕೋಲಾರ ನ 8	[363, 101, 397, 109]
divider	[196, 1141, 351, 1142]
dharmesh-dateline: ಶ್ರೀನಿವಾಸಪುರ ನ 8	[530, 941, 574, 950]
tv-program-name: ವೈಭವ ಕ್ಷೇತ್ರದ ವಿಶೇಷ ಅಲಂಕಾರ	[225, 474, 322, 484]
tv-program-detail: ಇಂದು ರಾತ್ರಿ 9 ಗಂಟೆಗೆ	[246, 523, 301, 531]
tv-program-detail: ಇಂದು ಮ. 12 ಗಂಟೆಗೆ	[245, 995, 302, 1004]
dharmesh-text: ಮಕ್ಕಳಲ್ಲಿ ದೇವರನ್ನು ಕಾಣಬಹುದಾಗಿದ್ದು, ಅವರಿಗೆ ಉತ್ತಮ ಶಿಕ್ಷಣ ನೀಡುವುದು ಪ್ರತಿಯೊಬ್ಬರ ಕರ್ತವ್ಯ ಎಂದು ಧರ್ಮೇಶ್ ಹೇಳಿದರು. ತಾಲೂಕಿನ ಸರ್ಕಾರಿ ಶಾಲೆಯಲ್ಲಿ ನಡೆದ ಕಾರ್ಯಕ್ರಮದಲ್ಲಿ ಅವರು ಮಾತನಾಡಿದರು. ಮಕ್ಕಳಿಗೆ ಪುಸ್ತಕ, ಲೇಖನ ಸಾಮಗ್ರಿ ವಿತರಿಸಲಾಯಿತು. ಶಿಕ್ಷಕರು, ಪೋಷಕರು ಭಾಗವಹಿಸಿದ್ದರು.	[530, 951, 795, 984]
tv-program-name: ಕರಬಾನ್	[260, 630, 287, 640]
tv-program-entry	[196, 192, 351, 244]
hospital-text-3: ನಗರದ ಸಾರ್ವಜನಿಕರ ಆಸ್ಪತ್ರೆಯಲ್ಲಿ ಸ್ಕ್ಯಾನಿಂಗ್, ಎಕ್ಸ್ ರೇ ಸೇರಿದಂತೆ ಹಲವು ಯಂತ್ರಗಳು ದುರಸ್ತಿಯಲ್ಲಿವೆ. ರೋಗಿಗಳು ಖಾಸಗಿ ಪ್ರಯೋಗಾಲಯಗಳಿಗೆ ತೆರಳಿ ಹೆಚ್ಚಿನ ಹಣ ಪಾವತಿಸಬೇಕಾದ ಅನಿವಾರ್ಯತೆ ಇದೆ. ಶೀಘ್ರವೇ ಸಮಸ್ಯೆ ಪರಿಹರಿಸುವಂತೆ ಒತ್ತಾಯಿಸಿದ್ದಾರೆ.	[530, 368, 795, 401]
tv-program-entry	[196, 167, 351, 186]
tv-program-detail: ಇಂದು ಮ. 2 ಗಂಟೆಗೆ	[247, 1184, 300, 1192]
masthead-tagline: ಕನಸು ಸಾಗಾಟ ದಿನ	[1399, 33, 1465, 45]
masthead-panchanga: ಶ್ರೀ ವಿಶ್ವಾವಸು ನಾಮ ಸಂವತ್ಸರ, ದಕ್ಷಿಣಾಯಾನ, ಶರತ್ ಋತು, ಕಾರ್ತೀಕ ಕೃಷ್ಣ ಪಕ್ಷದ - ಆಶ್ವೀಜ	[618, 33, 931, 45]
tv-program-name: ಗೋಲ್ಡ್ ಸ್ಟಾರ್	[252, 252, 295, 262]
masthead	[24, 24, 1600, 56]
tv-program-detail: ವಿಷ್ಣುವರ್ಧನ್, ಸುಮಲತ	[244, 1104, 304, 1112]
tv-program-detail: ಆದಿತ್ಯ, ಚಂದ್ರಶೇಖರ್	[248, 381, 299, 390]
hospital-text-1: ಕ್ಷೇತ್ರದಲ್ಲಿ ಹಲವು ಒಂದು ಸಾರ್ವಜನಿಕ ಆಸ್ಪತ್ರೆ ಬಹುತೇಕ ಅಭಿವೃದ್ಧಿ ಪಥದಲ್ಲಿ ಸಾಗಿದ್ದರೂ ಸಹ ಹಲವು ಸಮಸ್ಯೆಗಳಿಂದ ಮುಕ್ತವಾಗಿಲ್ಲ ಎಂಬ ಆರೋಪ ಕೇಳಿಬಂದಿದೆ. ಕೇಂದ್ರ ಹಾಗೂ ರಾಜ್ಯ ಸರ್ಕಾರಗಳ ಯೋಜನೆಯಡಿ ಕೋಟ್ಯಂತರ ರೂಪಾಯಿ ಅನುದಾನ ಬಿಡುಗಡೆಯಾಗಿದ್ದರೂ ಮೂಲಸೌಕರ್ಯಗಳ ಕೊರತೆ ಎದ್ದು ಕಾಣುತ್ತಿದೆ.	[530, 288, 795, 320]
tv-program-detail: ವಿಷ್ಣುವರ್ಧನ್, ಅಂಬರೀಶ್	[242, 773, 306, 781]
tv-program-detail: ಇಂದು ಸಂಜೆ 6 ಗಂಟೆಗೆ	[245, 393, 302, 401]
tv-program-entry	[196, 1147, 351, 1200]
tv-program-detail: ಶಿವರಾಜ್ ಕುಮಾರ, ಪ್ರೇಮಾ	[241, 512, 306, 520]
tv-program-detail: ಶಿವರಾಜಕುಮಾರ, ಸಂಜನಾ	[242, 559, 306, 568]
tv-program-detail: ರವಿಶಂಕರ್, ತಾರಾ	[252, 334, 295, 343]
truck-photo	[807, 151, 1075, 440]
festival-source: - ಕೆ.ಎಸ್. ಚಂದ್ರಶೇಖರಯ್ಯ, ಚಾಂಬಳ್ಳಿ	[95, 232, 184, 242]
tv-program-detail: ಇಂದು ಬೆಳಗ್ಗೆ 8 ಗಂಟೆಗೆ	[245, 606, 302, 615]
good-word-heading: ಇಂದಿನ ಒಳ್ಳೆಯ ನುಡಿ	[56, 64, 152, 80]
divider	[196, 102, 351, 103]
tv-program-name: ಕೆಂಪೇಗೌಡ	[257, 310, 290, 320]
cricket-headline: ರದ್ದಾದ ಪಂಥ್: ಭಾರತಕ್ಕೆ ಒಲಿದ ಸರಣಿ	[856, 618, 1025, 634]
hospital-text-4: ಆಸ್ಪತ್ರೆಗೆ ಬರುವ ಗರ್ಭಿಣಿಯರಿಗೆ ಸೂಕ್ತ ಸೌಲಭ್ಯ ಒದಗಿಸಬೇಕು, ಹೆರಿಗೆ ವಾರ್ಡ್ ವಿಸ್ತರಿಸಬೇಕು ಎಂಬ ಬೇಡಿಕೆಯೂ ಇದೆ. ಜಿಲ್ಲಾಡಳಿತ ಕೂಡಲೇ ಗಮನಹರಿಸಬೇಕು ಎಂದು ಸಾರ್ವಜನಿಕರು ಆಗ್ರಹಿಸಿದ್ದಾರೆ.	[530, 407, 795, 429]
